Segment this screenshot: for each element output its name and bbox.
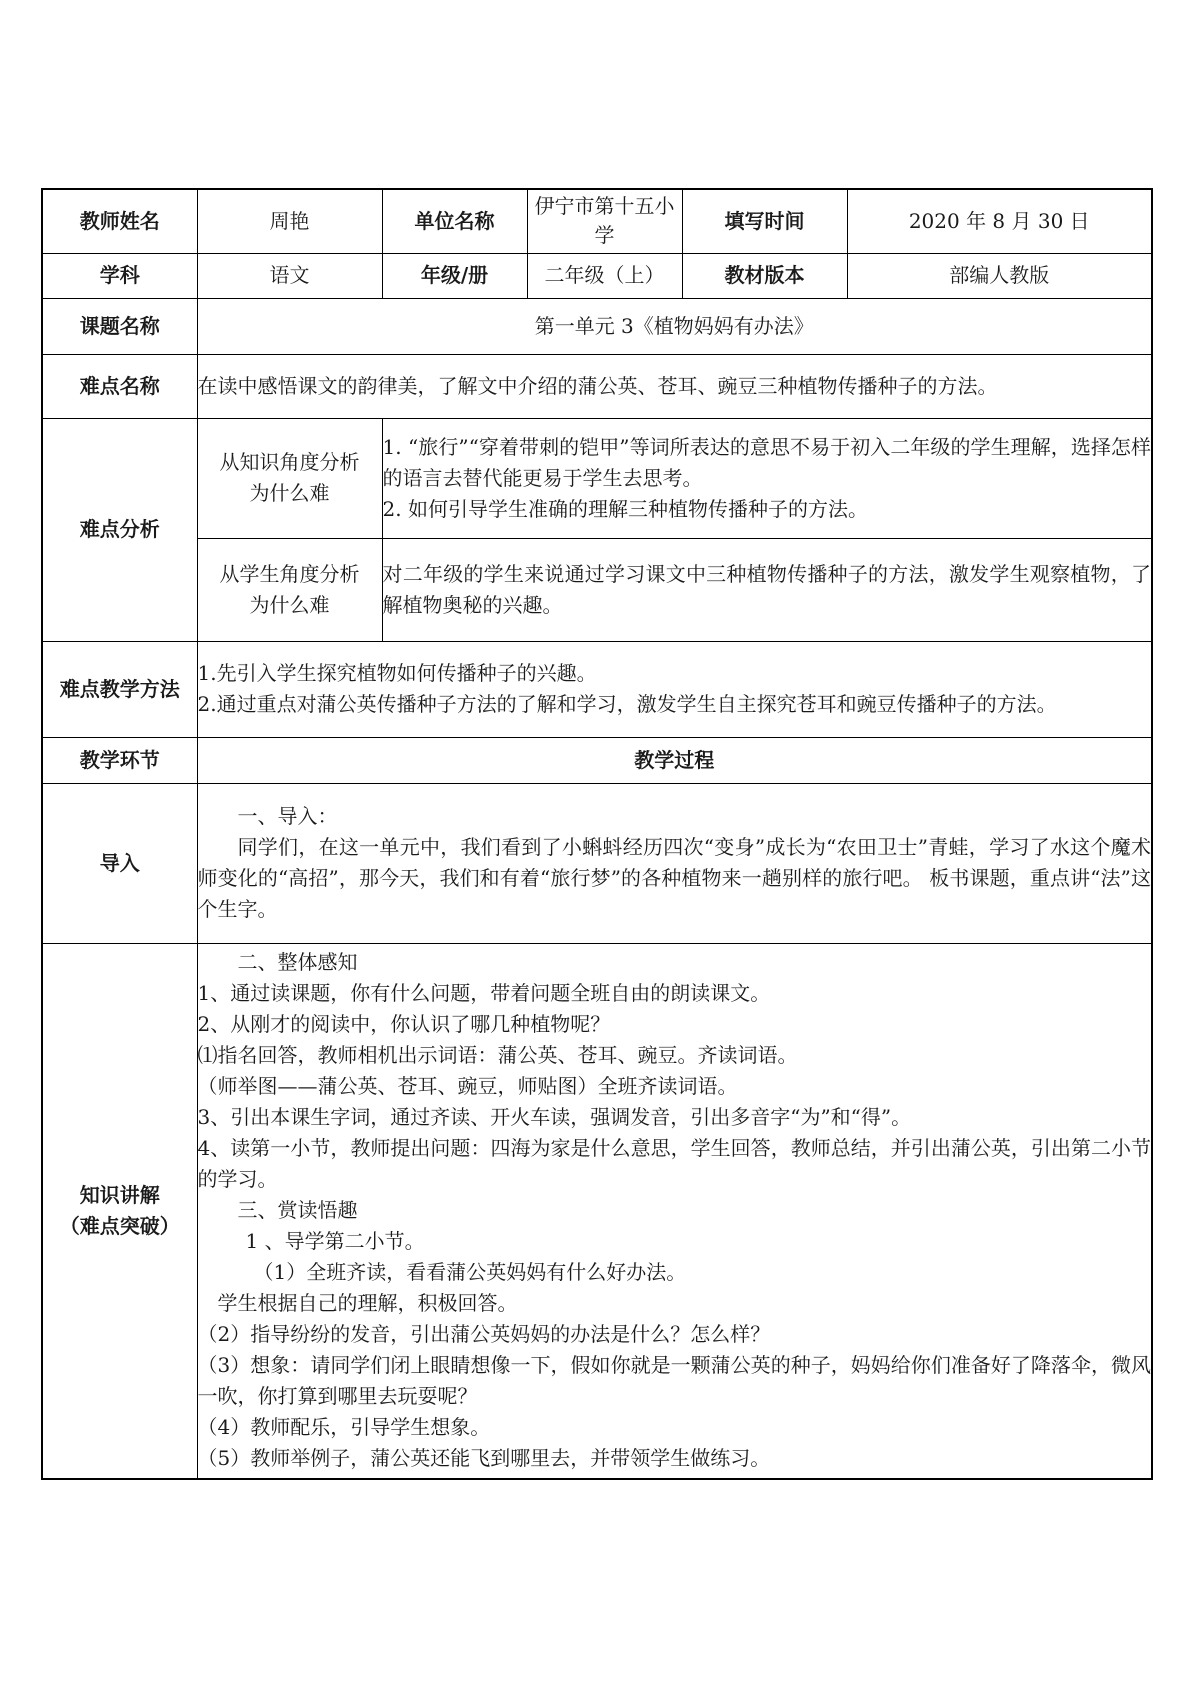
knowledge-line: 二、整体感知 (237, 950, 358, 975)
teacher-label: 教师姓名 (42, 189, 197, 253)
knowledge-line: 学生根据自己的理解，积极回答。 (217, 1291, 518, 1316)
header-row-2 (42, 253, 1152, 298)
knowledge-label-line-2: （难点突破） (59, 1213, 180, 1238)
method-line-2: 2.通过重点对蒲公英传播种子方法的了解和学习，激发学生自主探究苍耳和豌豆传播种子的方法。 (197, 692, 1057, 716)
knowledge-angle-label (197, 418, 382, 538)
intro-heading: 一、导入： (237, 804, 338, 828)
topic-label: 课题名称 (42, 298, 197, 354)
knowledge-angle-text (382, 418, 1152, 538)
knowledge-angle-label-line-1: 从知识角度分析 (219, 450, 360, 474)
method-row (42, 641, 1152, 737)
knowledge-line: 三、赏读悟趣 (237, 1198, 358, 1223)
intro-row (42, 783, 1152, 943)
knowledge-angle-label-line-2: 为什么难 (249, 481, 330, 505)
edition: 部编人教版 (847, 253, 1152, 298)
edition-label: 教材版本 (682, 253, 847, 298)
knowledge-line: （师举图——蒲公英、苍耳、豌豆，师贴图）全班齐读词语。 (197, 1074, 738, 1099)
knowledge-row (42, 943, 1152, 1479)
knowledge-line: （1）全班齐读，看看蒲公英妈妈有什么好办法。 (253, 1260, 687, 1285)
student-angle-label (197, 538, 382, 641)
difficulty-row (42, 354, 1152, 418)
grade-label: 年级/册 (382, 253, 527, 298)
header-row-1 (42, 189, 1152, 253)
analysis-student-row (42, 538, 1152, 641)
difficulty-label: 难点名称 (42, 354, 197, 418)
method-label: 难点教学方法 (42, 641, 197, 737)
knowledge-line: （5）教师举例子，蒲公英还能飞到哪里去，并带领学生做练习。 (197, 1446, 771, 1471)
intro-text (197, 783, 1152, 943)
difficulty-value: 在读中感悟课文的韵律美，了解文中介绍的蒲公英、苍耳、豌豆三种植物传播种子的方法。 (197, 354, 1152, 418)
process-header-row (42, 737, 1152, 783)
unit-name: 伊宁市第十五小学 (527, 189, 682, 253)
student-angle-label-line-2: 为什么难 (249, 592, 330, 617)
method-text (197, 641, 1152, 737)
topic-row (42, 298, 1152, 354)
knowledge-line: 1 、导学第二小节。 (245, 1229, 425, 1254)
intro-paragraph: 同学们，在这一单元中，我们看到了小蝌蚪经历四次“变身”成长为“农田卫士”青蛙，学习了水这个魔术师变化的“高招”，那今天，我们和有着“旅行梦”的各种植物来一趟别样的旅行吧。 板书课题，重点讲“法”这个生字。 (197, 835, 1151, 921)
knowledge-label-line-1: 知识讲解 (79, 1182, 160, 1207)
unit-label: 单位名称 (382, 189, 527, 253)
method-line-1: 1.先引入学生探究植物如何传播种子的兴趣。 (197, 661, 597, 685)
subject-label: 学科 (42, 253, 197, 298)
date-label: 填写时间 (682, 189, 847, 253)
subject: 语文 (197, 253, 382, 298)
teacher-name: 周艳 (197, 189, 382, 253)
knowledge-line: （3）想象：请同学们闭上眼睛想像一下，假如你就是一颗蒲公英的种子，妈妈给你们准备好了降落伞，微风一吹，你打算到哪里去玩耍呢？ (197, 1353, 1151, 1409)
process-stage-label: 教学环节 (42, 737, 197, 783)
knowledge-line: （4）教师配乐，引导学生想象。 (197, 1415, 491, 1440)
knowledge-line: ⑴指名回答，教师相机出示词语：蒲公英、苍耳、豌豆。齐读词语。 (197, 1043, 798, 1068)
intro-label: 导入 (42, 783, 197, 943)
lesson-plan-table (41, 188, 1153, 1480)
knowledge-line: 3、引出本课生字词，通过齐读、开火车读，强调发音，引出多音字“为”和“得”。 (197, 1105, 912, 1130)
knowledge-line: （2）指导纷纷的发音，引出蒲公英妈妈的办法是什么？怎么样？ (197, 1322, 771, 1347)
student-angle-text: 对二年级的学生来说通过学习课文中三种植物传播种子的方法，激发学生观察植物，了解植物奥秘的兴趣。 (382, 538, 1152, 641)
process-title: 教学过程 (197, 737, 1152, 783)
analysis-label: 难点分析 (42, 418, 197, 641)
knowledge-point-1: 1. “旅行”“穿着带刺的铠甲”等词所表达的意思不易于初入二年级的学生理解，选择怎样的语言去替代能更易于学生去思考。 (382, 434, 1151, 490)
knowledge-line: 1、通过读课题，你有什么问题，带着问题全班自由的朗读课文。 (197, 981, 771, 1006)
knowledge-line: 4、读第一小节，教师提出问题：四海为家是什么意思，学生回答，教师总结，并引出蒲公英，引出第二小节的学习。 (197, 1136, 1151, 1192)
analysis-knowledge-row (42, 418, 1152, 538)
knowledge-text (197, 943, 1152, 1479)
knowledge-line: 2、从刚才的阅读中，你认识了哪几种植物呢？ (197, 1012, 611, 1037)
fill-date: 2020 年 8 月 30 日 (847, 189, 1152, 253)
student-angle-label-line-1: 从学生角度分析 (219, 561, 360, 586)
knowledge-point-2: 2. 如何引导学生准确的理解三种植物传播种子的方法。 (382, 496, 868, 521)
topic-value: 第一单元 3《植物妈妈有办法》 (197, 298, 1152, 354)
grade: 二年级（上） (527, 253, 682, 298)
knowledge-label (42, 943, 197, 1479)
